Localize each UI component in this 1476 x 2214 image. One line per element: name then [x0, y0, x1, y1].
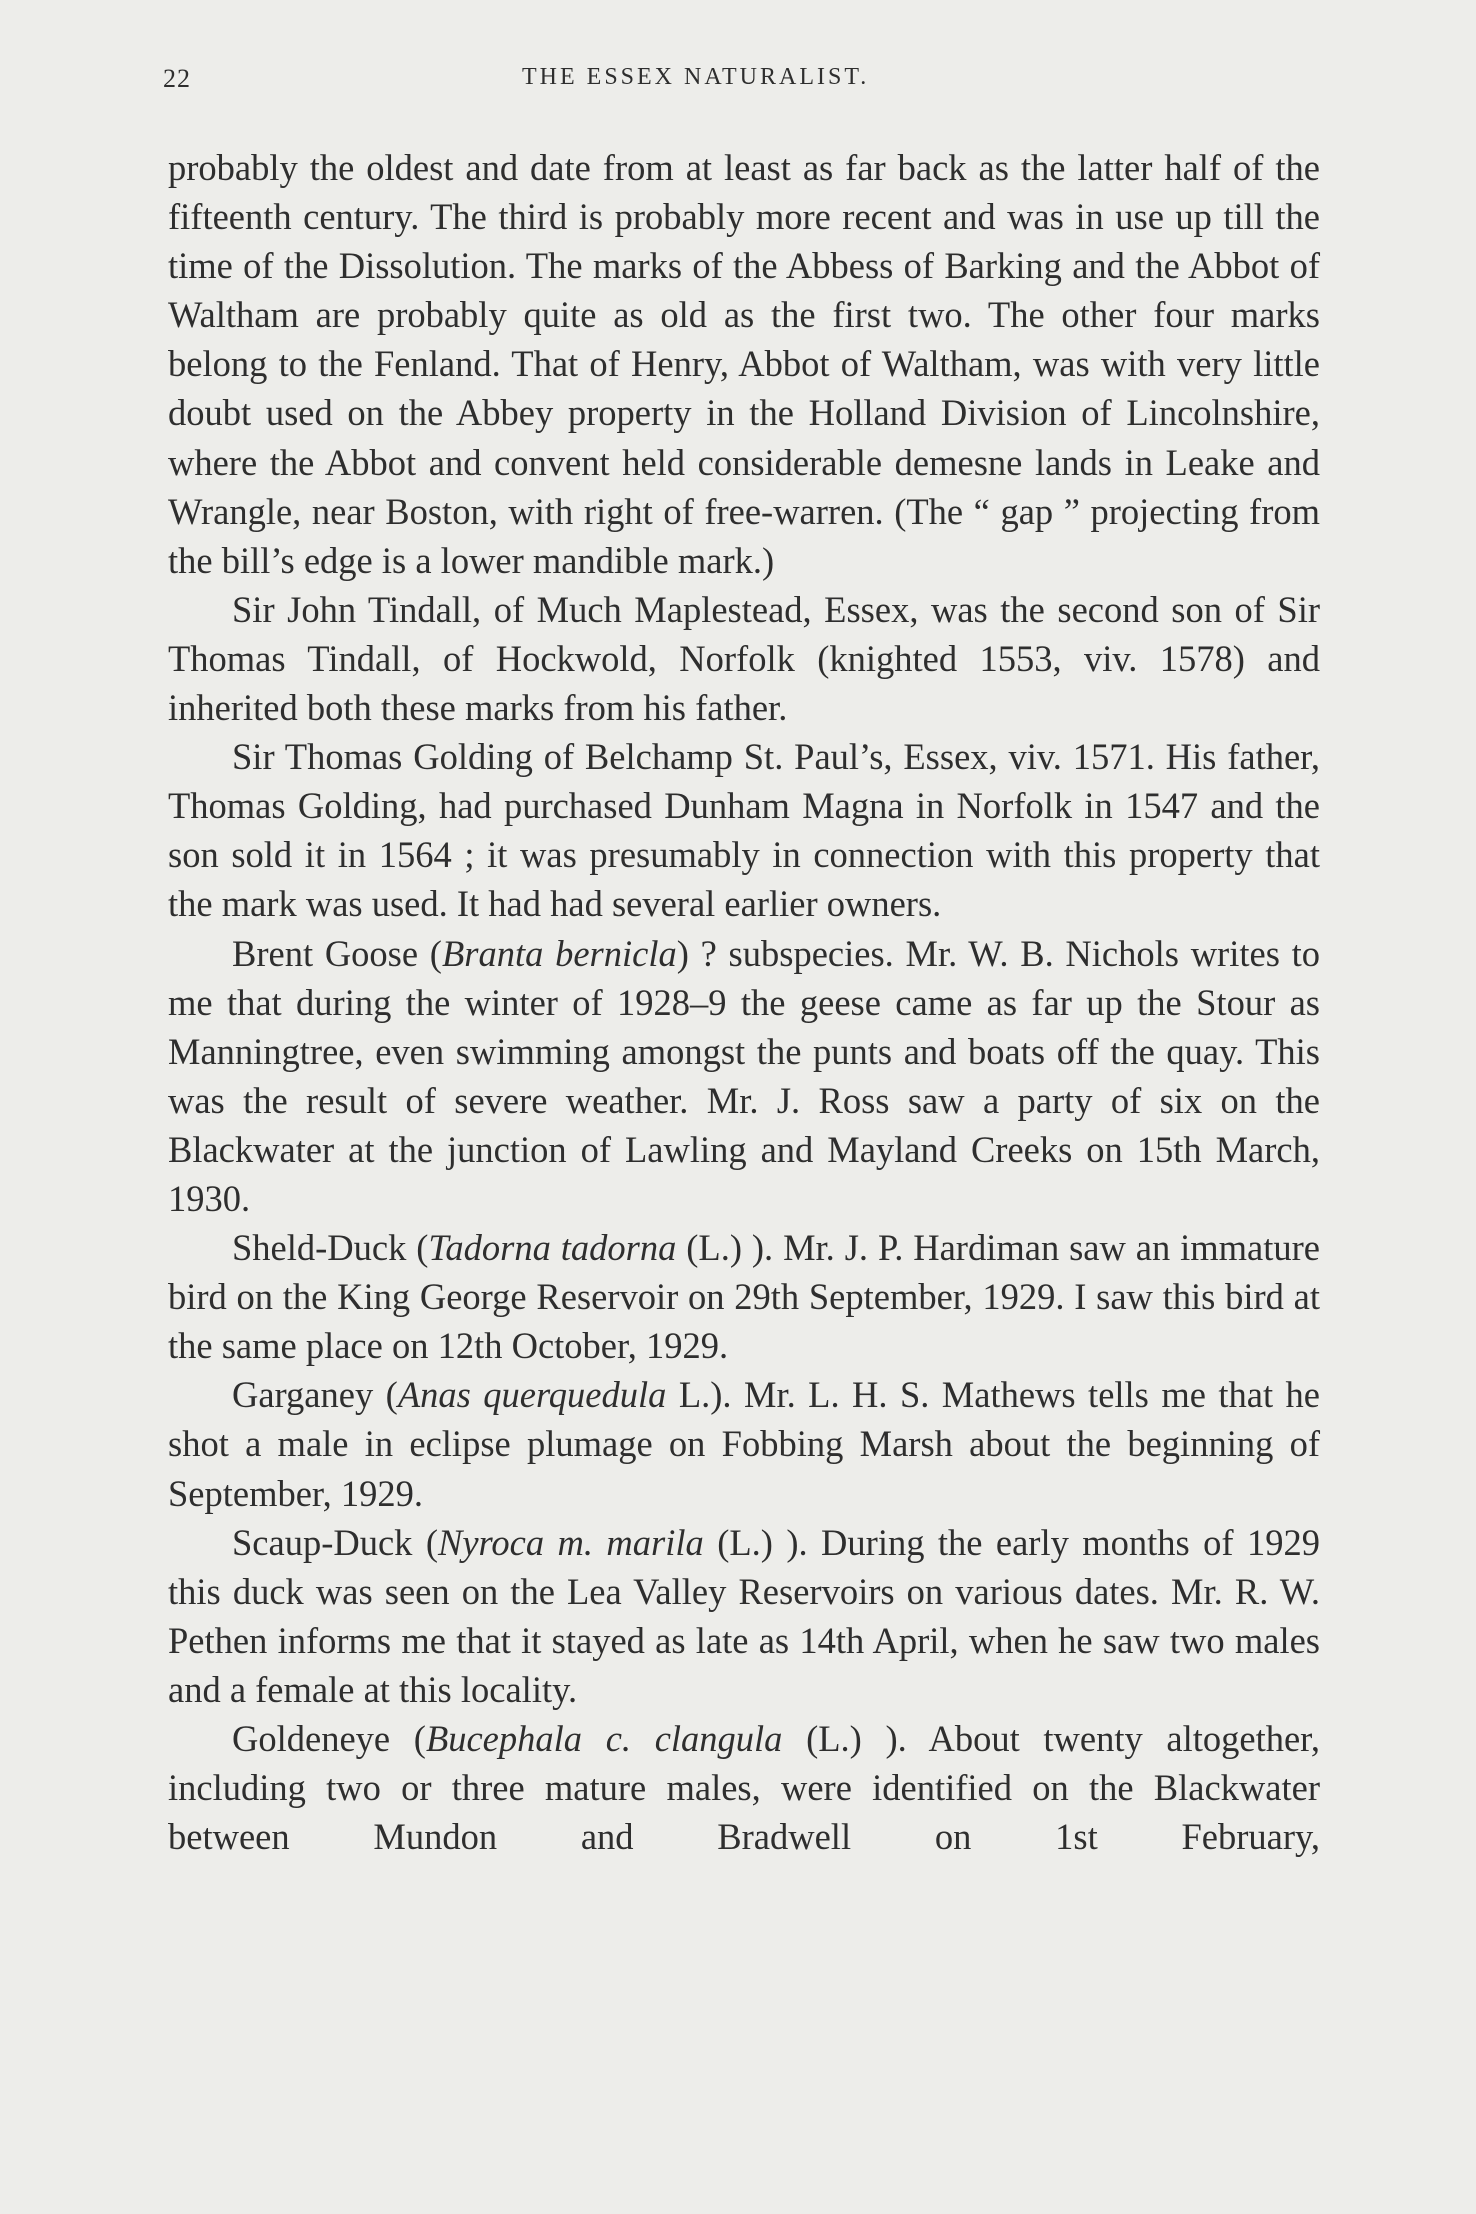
- species-common-name: Brent Goose (: [232, 932, 442, 974]
- species-notes: (L.) ). Mr. J. P. Hardiman saw an immature bird on the King George Reservoir on 29th September, 1929. I saw this bird at the same place on 12th October, 1929.: [168, 1227, 1321, 1367]
- species-latin-name: Branta bernicla: [441, 932, 677, 974]
- species-notes: (L.) ). About twenty altogether, including two or three mature males, were identified on the Blackwater between Mundon and Bradwell on 1st February,: [168, 1718, 1320, 1858]
- paragraph-scaup-duck: [168, 1518, 1320, 1714]
- species-latin-name: Tadorna tadorna: [428, 1227, 677, 1269]
- paragraph-golding: Sir Thomas Golding of Belchamp St. Paul’s, Essex, viv. 1571. His father, Thomas Golding, had purchased Dunham Magna in Norfolk in 1547 and the son sold it in 1564 ; it was presumably in connection with this property that the mark was used. It had had several earlier owners.: [168, 736, 1320, 925]
- paragraph-goldeneye: [168, 1714, 1320, 1861]
- species-latin-name: Anas querquedula: [397, 1374, 667, 1416]
- species-notes: ) ? subspecies. Mr. W. B. Nichols writes to me that during the winter of 1928–9 the geese came as far up the Stour as Manningtree, even swimming amongst the punts and boats off the quay. This was the result of severe weather. Mr. J. Ross saw a party of six on the Blackwater at the junction of Lawling and Mayland Creeks on 15th March, 1930.: [168, 932, 1321, 1219]
- journal-title: THE ESSEX NATURALIST.: [522, 64, 870, 90]
- species-common-name: Goldeneye (: [232, 1718, 426, 1759]
- body-text: [168, 143, 1320, 1861]
- paragraph-tindall: Sir John Tindall, of Much Maplestead, Essex, was the second son of Sir Thomas Tindall, of Hockwold, Norfolk (knighted 1553, viv. 1578) and inherited both these marks from his father.: [168, 588, 1320, 729]
- species-latin-name: Bucephala c. clangula: [425, 1718, 783, 1759]
- page-number: 22: [163, 64, 191, 93]
- species-latin-name: Nyroca m. marila: [438, 1521, 704, 1563]
- species-common-name: Scaup-Duck (: [232, 1521, 438, 1563]
- species-notes: L.). Mr. L. H. S. Mathews tells me that he shot a male in eclipse plumage on Fobbing Marsh about the beginning of September, 1929.: [168, 1374, 1320, 1514]
- paragraph-garganey: [168, 1370, 1320, 1517]
- species-common-name: Sheld-Duck (: [232, 1227, 429, 1269]
- species-common-name: Garganey (: [232, 1374, 398, 1416]
- species-notes: (L.) ). During the early months of 1929 this duck was seen on the Lea Valley Reservoirs on various dates. Mr. R. W. Pethen informs me that it stayed as late as 14th April, when he saw two males and a female at this locality.: [168, 1521, 1320, 1710]
- running-head: [0, 64, 1476, 104]
- paragraph-sheld-duck: [168, 1223, 1320, 1370]
- paragraph-continued: probably the oldest and date from at least as far back as the latter half of the fifteenth century. The third is probably more recent and was in use up till the time of the Dissolution. The marks of the Abbess of Barking and the Abbot of Waltham are probably quite as old as the first two. The other four marks belong to the Fenland. That of Henry, Abbot of Waltham, was with very little doubt used on the Abbey property in the Holland Division of Lincolnshire, where the Abbot and convent held considerable demesne lands in Leake and Wrangle, near Boston, with right of free-warren. (The “ gap ” projecting from the bill’s edge is a lower mandible mark.): [168, 147, 1320, 581]
- paragraph-brent-goose: [168, 929, 1320, 1224]
